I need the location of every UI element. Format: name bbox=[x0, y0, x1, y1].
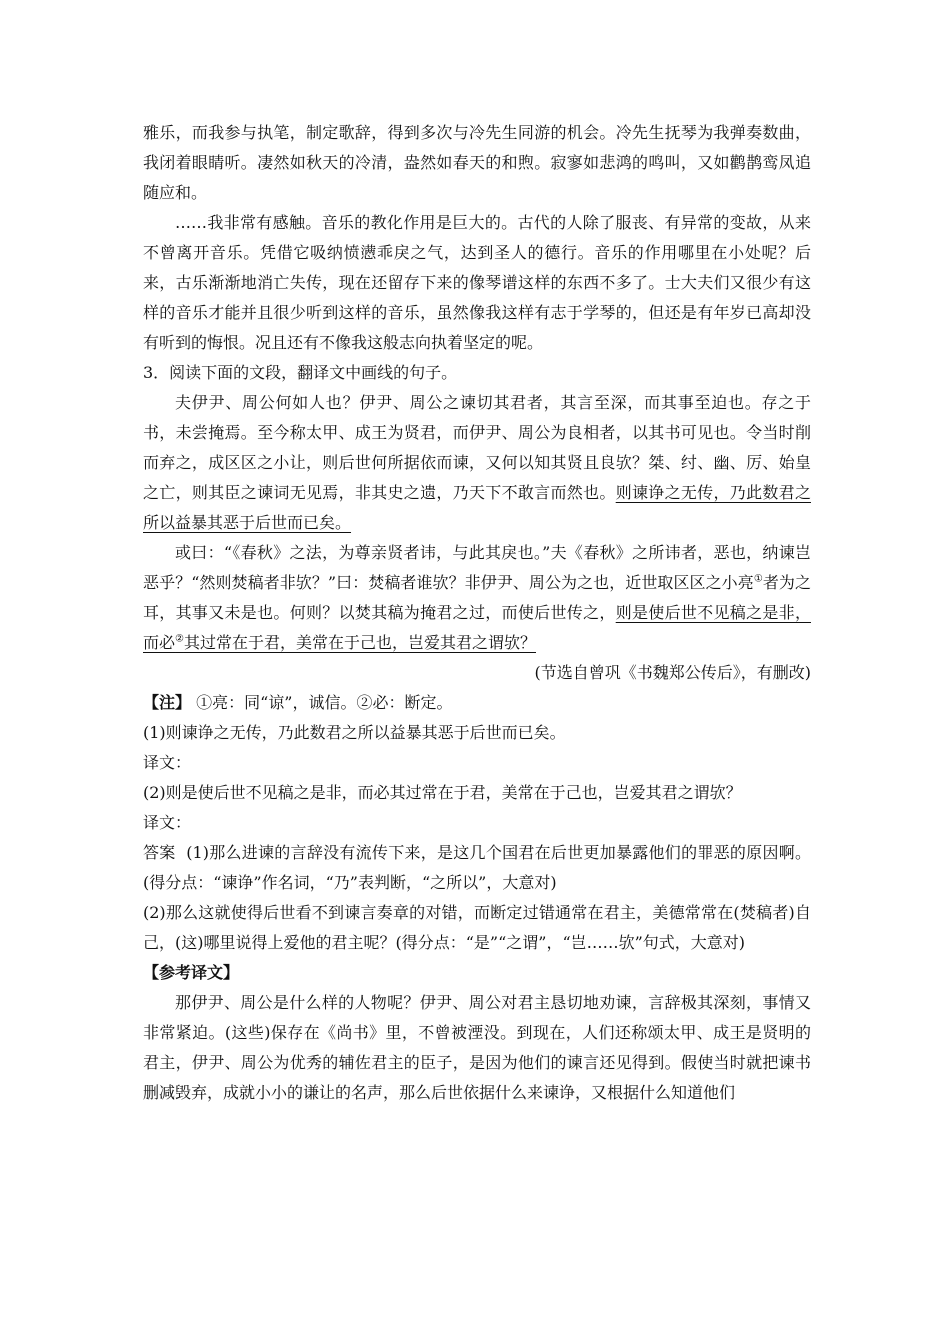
classical-text-paragraph bbox=[143, 538, 811, 658]
classical-text: 夫伊尹、周公何如人也？伊尹、周公之谏切其君者，其言至深，而其事至迫也。存之于书，未尝掩焉。至今称太甲、成王为贤君，而伊尹、周公为良相者，以其书可见也。令当时削而弃之，成区区之小让，则后世何所据依而谏，又何以知其贤且良欤？桀、纣、幽、厉、始皇之亡，则其臣之谏词无见焉，非其史之遗，乃天下不敢言而然也。 bbox=[143, 393, 811, 502]
underlined-text: 则是使后世不见稿之是非，而必 bbox=[143, 603, 811, 652]
underlined-text: 其过常在于君，美常在于己也，岂爱其君之谓欤？ bbox=[183, 633, 536, 652]
footnote bbox=[143, 688, 811, 718]
footnote-mark: ① bbox=[753, 573, 763, 585]
source-citation: (节选自曾巩《书魏郑公传后》，有删改) bbox=[534, 663, 811, 682]
translation-label: 译文： bbox=[143, 753, 192, 772]
reference-translation: 那伊尹、周公是什么样的人物呢？伊尹、周公对君主恳切地劝谏，言辞极其深刻，事情又非常紧迫。(这些)保存在《尚书》里，不曾被湮没。到现在，人们还称颂太甲、成王是贤明的君主，伊尹、周公为优秀的辅佐君主的臣子，是因为他们的谏言还见得到。假使当时就把谏书删减毁弃，成就小小的谦让的名声，那么后世依据什么来谏诤，又根据什么知道他们 bbox=[143, 993, 811, 1102]
classical-text: 者为之耳，其事又未是也。何则？以焚其稿为掩君之过，而使后世传之， bbox=[143, 573, 811, 622]
answer-2: (2)那么这就使得后世看不到谏言奏章的对错，而断定过错通常在君主，美德常常在(焚稿者)自己，(这)哪里说得上爱他的君主呢？(得分点：“是”“之谓”，“岂……欤”句式，大意对) bbox=[143, 903, 811, 952]
underlined-sentence: 则谏诤之无传，乃此数君之所以益暴其恶于后世而已矣。 bbox=[143, 483, 811, 532]
classical-text-paragraph bbox=[143, 388, 811, 538]
classical-text: 或曰：“《春秋》之法，为尊亲贤者讳，与此其戾也。”夫《春秋》之所讳者，恶也，纳谏岂恶乎？“然则焚稿者非欤？”曰：焚稿者谁欤？非伊尹、周公为之也，近世取区区之小亮 bbox=[143, 543, 811, 592]
answer-text: (1)那么进谏的言辞没有流传下来，是这几个国君在后世更加暴露他们的罪恶的原因啊。(得分点：“谏诤”作名词，“乃”表判断，“之所以”，大意对) bbox=[143, 843, 811, 892]
question-heading: 3．阅读下面的文段，翻译文中画线的句子。 bbox=[143, 363, 458, 382]
document-page bbox=[143, 118, 811, 1108]
note-text: ①亮：同“谅”，诚信。②必：断定。 bbox=[196, 693, 453, 712]
sub-question-2: (2)则是使后世不见稿之是非，而必其过常在于君，美常在于己也，岂爱其君之谓欤？ bbox=[143, 783, 742, 802]
note-label: 【注】 bbox=[143, 693, 192, 712]
translation-label: 译文： bbox=[143, 813, 192, 832]
passage-paragraph: ……我非常有感触。音乐的教化作用是巨大的。古代的人除了服丧、有异常的变故，从来不曾离开音乐。凭借它吸纳愤懑乖戾之气，达到圣人的德行。音乐的作用哪里在小处呢？后来，古乐渐渐地消亡失传，现在还留存下来的像琴谱这样的东西不多了。士大夫们又很少有这样的音乐才能并且很少听到这样的音乐，虽然像我这样有志于学琴的，但还是有年岁已高却没有听到的悔恨。况且还有不像我这般志向执着坚定的呢。 bbox=[143, 213, 811, 352]
answer-1 bbox=[143, 838, 811, 898]
footnote-mark: ② bbox=[175, 633, 184, 645]
sub-question-1: (1)则谏诤之无传，乃此数君之所以益暴其恶于后世而已矣。 bbox=[143, 723, 566, 742]
passage-paragraph: 雅乐，而我参与执笔，制定歌辞，得到多次与冷先生同游的机会。冷先生抚琴为我弹奏数曲，我闭着眼睛听。凄然如秋天的冷清，盎然如春天的和煦。寂寥如悲鸿的鸣叫，又如鹳鹊鸾凤追随应和。 bbox=[143, 123, 811, 202]
reference-translation-label: 【参考译文】 bbox=[143, 963, 240, 982]
answer-label: 答案 bbox=[143, 843, 176, 862]
